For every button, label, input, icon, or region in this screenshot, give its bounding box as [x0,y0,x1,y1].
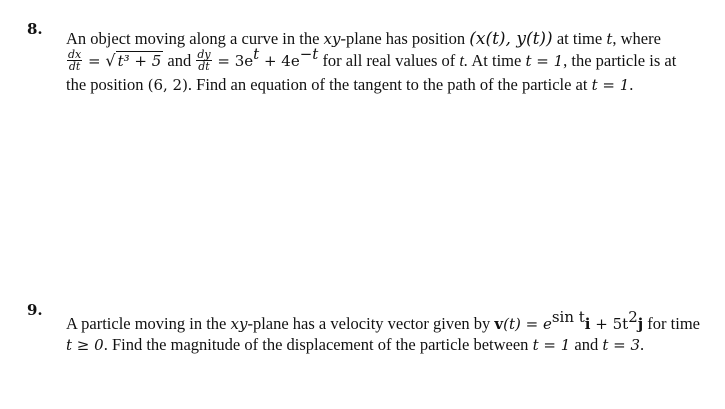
frac-numerator: dy [197,47,211,61]
radical-sign: √ [105,51,116,70]
exponent: 2 [628,307,638,326]
q8-text: at time [552,29,607,48]
q8-text: -plane has position [340,29,470,48]
q9-text: . Find the magnitude of the displacement of the particle between [103,335,533,354]
q8-var-xy: xy [323,30,341,48]
q9-text: and [570,335,603,354]
frac-denominator: dt [68,59,81,73]
equals-sign: = [83,52,106,70]
q8-text: At time [468,51,526,70]
frac-numerator: dx [68,47,82,61]
q8-condition: t = 1 [591,76,630,94]
exponent: −t [299,44,319,63]
unit-vector-i: i [584,315,591,333]
exponent: sin t [551,307,585,326]
dy-expression: + 4e [259,52,300,70]
q9-text: for time [643,314,700,333]
velocity-expr: (t) = e [503,315,552,333]
sqrt-expression [105,50,163,72]
q8-condition: t = 1 [525,52,564,70]
question-number-9: 9. [27,301,43,319]
q8-line-2 [66,44,677,74]
q8-text: An object moving along a curve in the [66,29,324,48]
q8-var-t: t. [459,51,469,70]
velocity-vector-symbol: v [494,315,504,333]
q8-text: and [163,51,196,70]
exponent: t [253,44,260,63]
q8-text: . [629,75,634,94]
q9-text: A particle moving in the [66,314,231,333]
q8-line-3 [66,74,633,96]
question-8-text [66,28,716,98]
q8-text: . Find an equation of the tangent to the path of the particle at [187,75,592,94]
dy-expression: = 3e [212,52,254,70]
frac-denominator: dt [198,59,210,73]
q8-position-expr: (x(t), y(t)) [469,29,553,49]
q8-text: for all real values of [318,51,460,70]
q8-text: , where [612,29,661,48]
question-9-text [66,307,716,361]
q9-text: -plane has a velocity vector given by [247,314,495,333]
dy-dt-fraction [196,49,211,72]
q8-var-t: t [606,30,613,48]
unit-vector-j: j [637,315,644,333]
q8-line-1 [66,28,661,50]
q9-var-xy: xy [230,315,248,333]
q9-bound-a: t = 1 [532,336,571,354]
velocity-expr: + 5t [590,315,629,333]
dx-dt-fraction [67,49,82,72]
q9-text: . [640,335,645,354]
q9-line-2 [66,334,644,356]
q8-text: , the particle is at [563,51,677,70]
q9-bound-b: t = 3 [602,336,641,354]
question-number-8: 8. [27,20,43,38]
q9-line-1 [66,307,700,335]
q8-point: (6, 2) [147,76,188,94]
q9-condition: t ≥ 0 [66,336,104,354]
q8-text: the position [66,75,148,94]
radicand: t³ + 5 [117,52,162,70]
